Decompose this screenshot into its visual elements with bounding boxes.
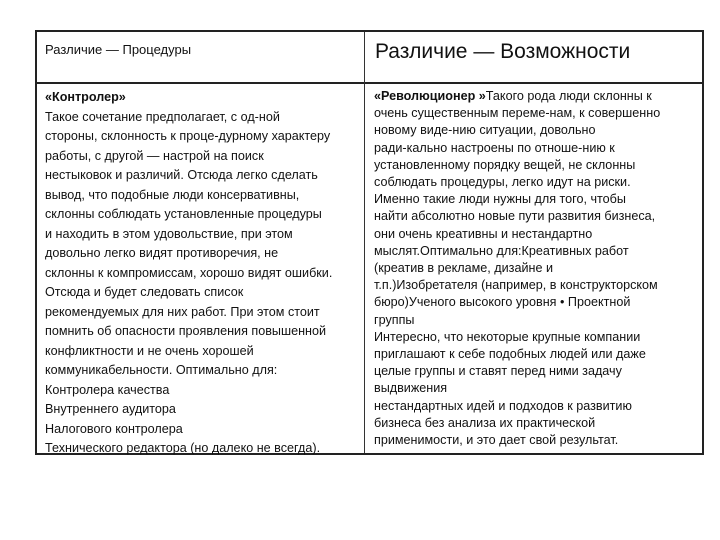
text-line: вывод, что подобные люди консервативны, [45, 187, 300, 202]
text-line: стороны, склонность к проце-дурному характеру [45, 129, 331, 143]
text-line: найти абсолютно новые пути развития бизнеса, [374, 209, 656, 224]
revolutionary-cell [374, 88, 660, 449]
text-line: ради-кально настроены по отноше-нию к [374, 140, 615, 155]
revolutionary-title: «Революционер » [374, 89, 486, 103]
text-line: применимости, и это дает свой результат. [374, 433, 619, 448]
text-line: соблюдать процедуры, легко идут на риски. [374, 175, 631, 190]
text-line: Налогового контролера [45, 421, 183, 436]
controller-title: «Контролер» [45, 90, 126, 104]
text-line: помнить об опасности проявления повышенной [45, 324, 327, 338]
text-line: приглашают к себе подобных людей или даже [374, 347, 646, 362]
column-divider [364, 32, 365, 453]
header-procedures: Различие — Процедуры [45, 42, 192, 57]
text-line: Именно такие люди нужны для того, чтобы [374, 192, 626, 207]
controller-cell [45, 88, 332, 459]
text-line: рекомендуемых для них работ. При этом стоит [45, 304, 320, 319]
text-line: т.п.)Изобретателя (например, в конструкторском [374, 278, 658, 293]
text-line: конфликтности и не очень хорошей [45, 343, 254, 358]
text-line: и находить в этом удовольствие, при этом [45, 226, 293, 241]
text-line: бюро)Ученого высокого уровня • Проектной [374, 295, 631, 310]
text-line: выдвижения [374, 381, 448, 396]
text-line: склонны к компромиссам, хорошо видят ошибки. [45, 265, 333, 280]
header-opportunities: Различие — Возможности [375, 40, 631, 63]
text-line: установленному порядку вещей, не склонны [374, 157, 636, 172]
text-line: склонны соблюдать установленные процедуры [45, 207, 322, 221]
text-line: мыслят.Оптимально для:Креативных работ [374, 243, 629, 258]
text-line: коммуникабельности. Оптимально для: [45, 363, 278, 377]
text-line: они очень креативны и нестандартно [374, 226, 593, 241]
text-line: новому виде-нию ситуации, довольно [374, 123, 596, 138]
table-header-row [37, 32, 702, 84]
text-line: целые группы и ставят перед ними задачу [374, 364, 622, 379]
text-line: (креатив в рекламе, дизайне и [374, 261, 553, 276]
revolutionary-first-line [374, 88, 660, 105]
text-line: довольно легко видят противоречия, не [45, 246, 279, 260]
text-line: нестандартных идей и подходов к развитию [374, 398, 632, 413]
text-line: Технического редактора (но далеко не всегда). [45, 441, 321, 455]
text-line: очень существенным переме-нам, к совершенно [374, 106, 661, 121]
text-line: работы, с другой — настрой на поиск [45, 148, 264, 163]
text-line: Интересно, что некоторые крупные компании [374, 329, 641, 344]
text-line: нестыковок и различий. Отсюда легко сделать [45, 168, 318, 182]
text-line: группы [374, 312, 415, 327]
revolutionary-intro: Такого рода люди склонны к [485, 89, 652, 103]
text-line: Отсюда и будет следовать список [45, 285, 244, 299]
text-line: бизнеса без анализа их практической [374, 415, 596, 430]
comparison-table [35, 30, 704, 455]
text-line: Контролера качества [45, 382, 170, 397]
text-line: Внутреннего аудитора [45, 402, 176, 416]
text-line: Такое сочетание предполагает, с од-ной [45, 109, 280, 124]
